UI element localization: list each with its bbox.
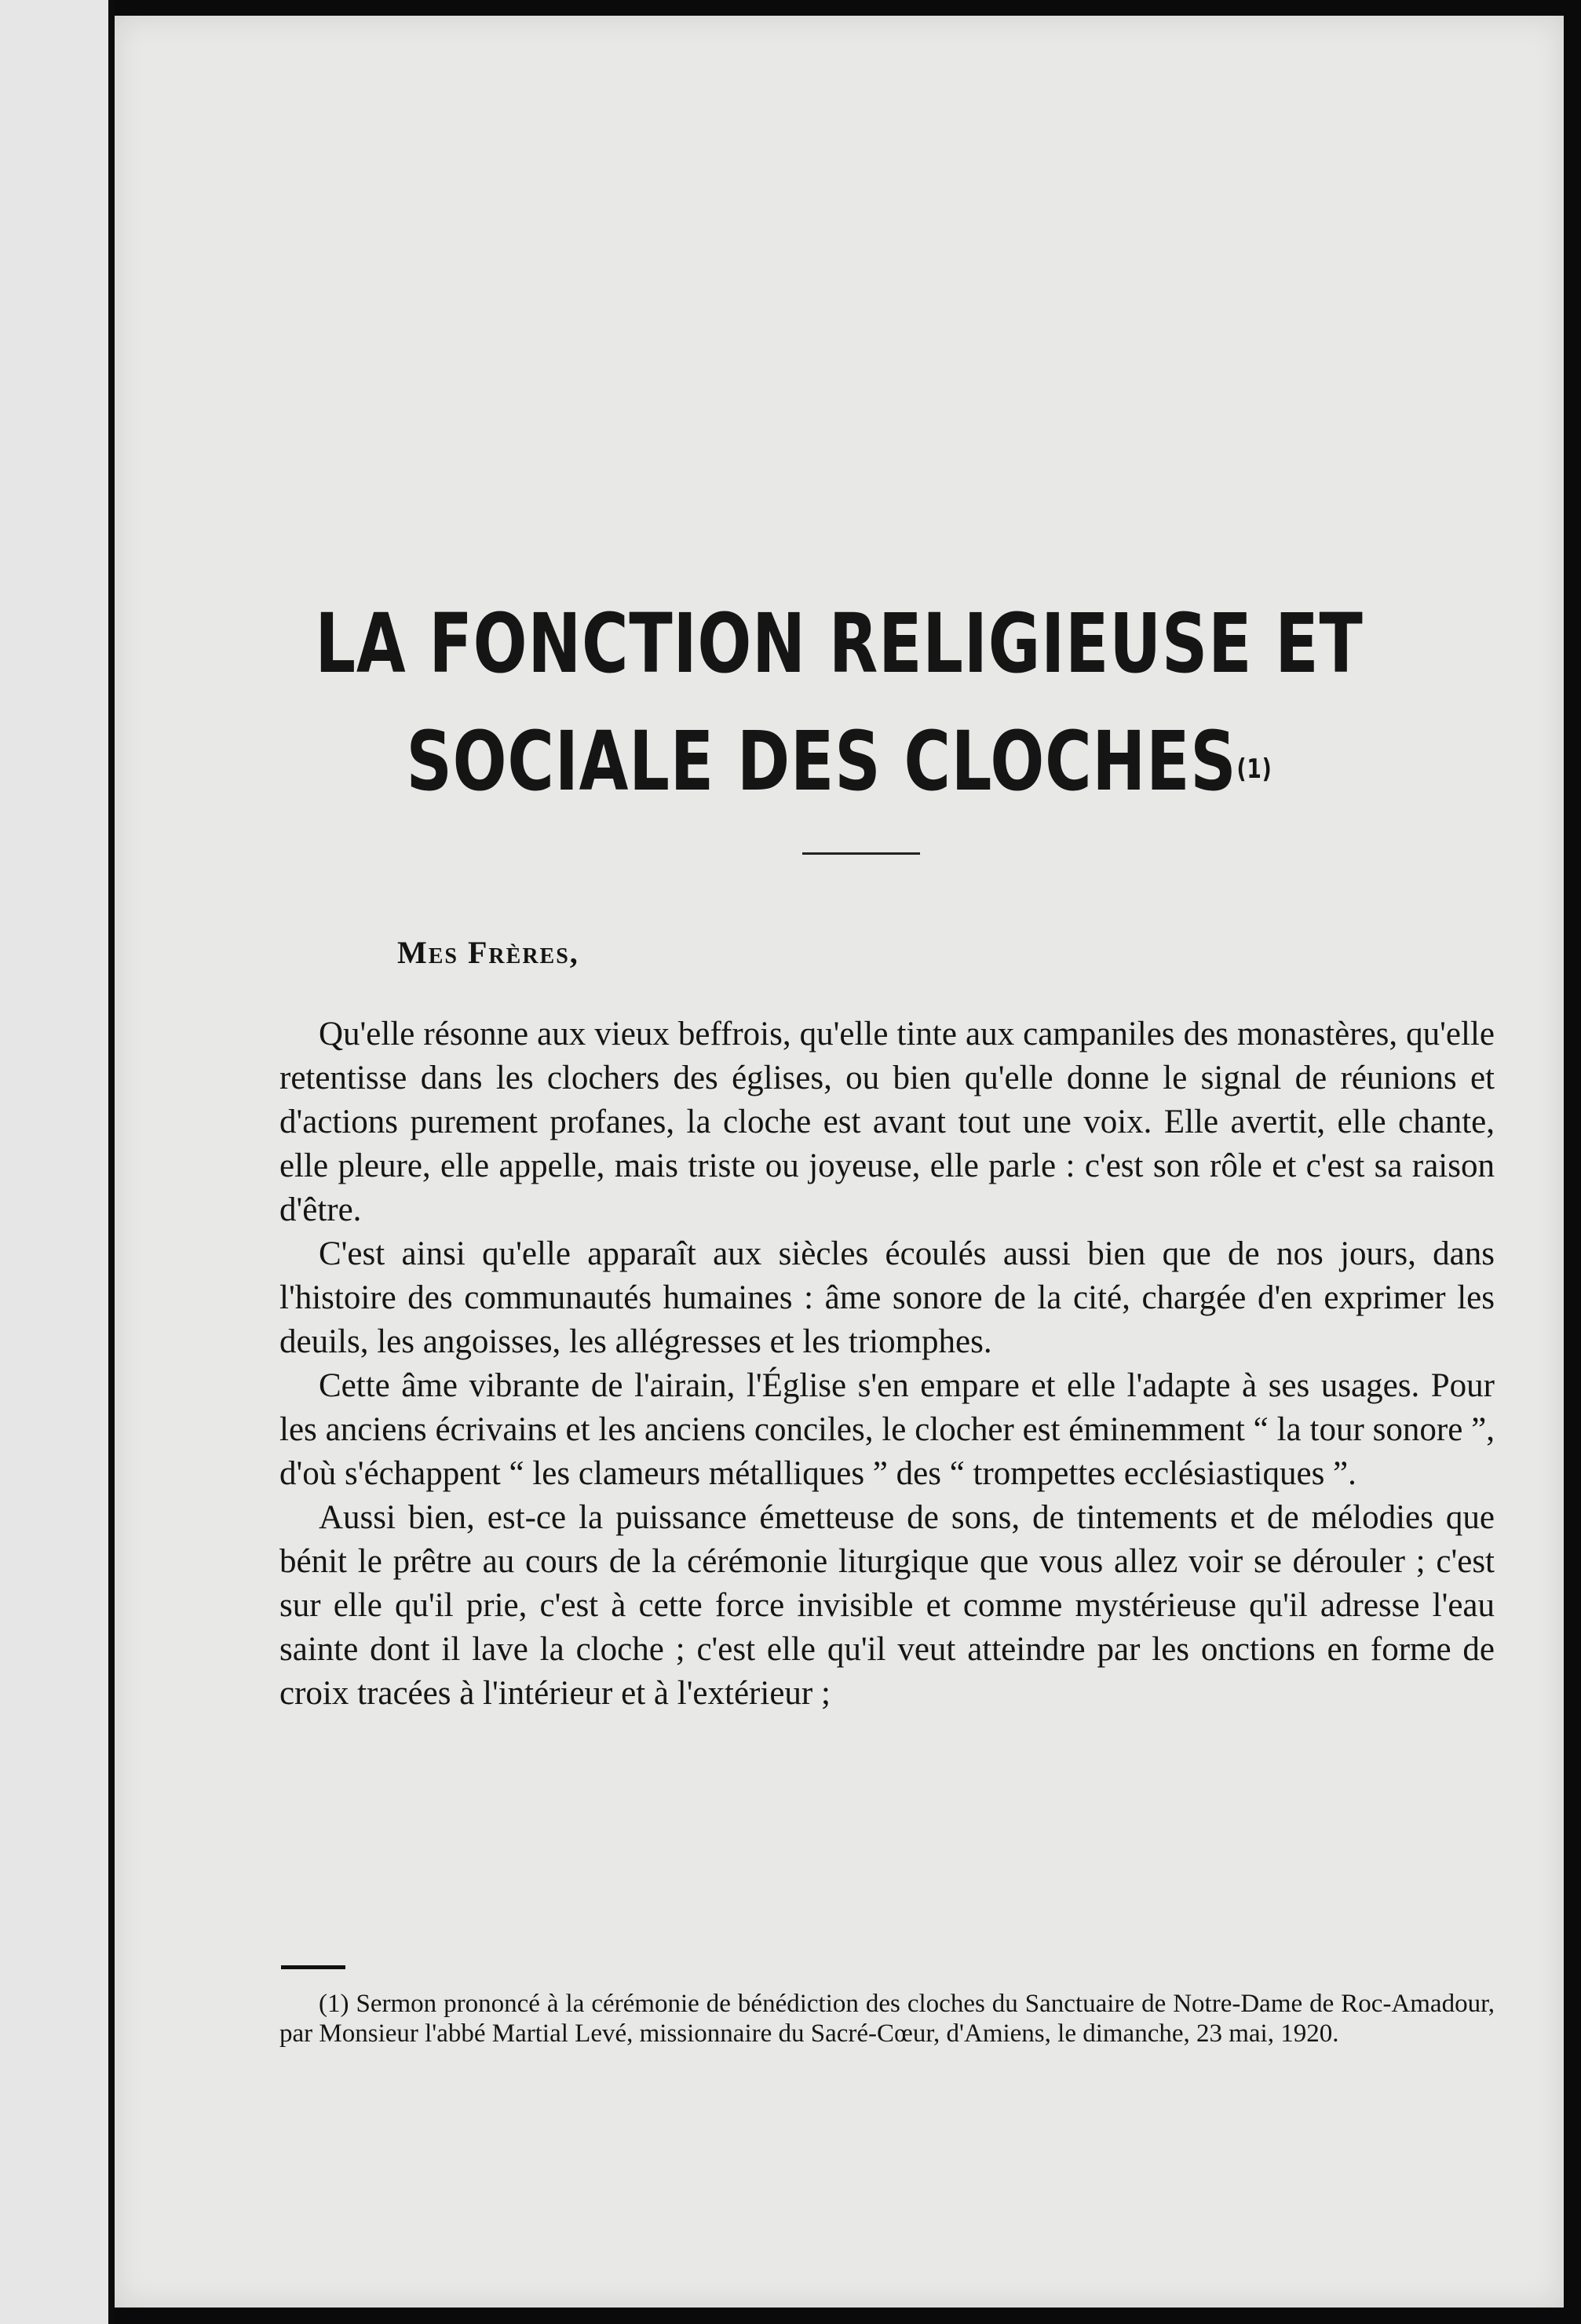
previous-page-edge	[0, 0, 110, 2324]
title-line-2	[274, 702, 1404, 820]
page-title	[274, 585, 1404, 820]
footnote-rule	[281, 1965, 345, 1969]
paragraph-3: Cette âme vibrante de l'airain, l'Église s'en empare et elle l'adapte à ses usages. Pour les anciens écrivains et les anciens conciles, le clocher est éminemment “ la tour sonore ”, d'où s'échappent “ les clameurs métalliques ” des “ trompettes ecclésiastiques ”.	[279, 1367, 1495, 1492]
document-page	[115, 16, 1564, 2308]
paragraph-4: Aussi bien, est-ce la puissance émetteuse de sons, de tintements et de mélodies que bénit le prêtre au cours de la cérémonie liturgique que vous allez voir se dérouler ; c'est sur elle qu'il prie, c'est à cette force invisible et comme mystérieuse qu'il adresse l'eau sainte dont il lave la cloche ; c'est elle qu'il veut atteindre par les onctions en forme de croix tracées à l'intérieur et à l'extérieur ;	[279, 1499, 1495, 1712]
title-footnote-marker: (1)	[1236, 753, 1272, 785]
book-spine	[108, 0, 115, 2324]
body-text	[279, 1012, 1495, 1716]
footnote: (1) Sermon prononcé à la cérémonie de bénédiction des cloches du Sanctuaire de Notre-Dame de Roc-Amadour, par Monsieur l'abbé Martial Levé, missionnaire du Sacré-Cœur, d'Amiens, le dimanche, 23 mai, 1920.	[279, 1990, 1495, 2048]
paragraph-2: C'est ainsi qu'elle apparaît aux siècles écoulés aussi bien que de nos jours, dans l'histoire des communautés humaines : âme sonore de la cité, chargée d'en exprimer les deuils, les angoisses, les allégresses et les triomphes.	[279, 1235, 1495, 1360]
salutation: Mes Frères,	[397, 935, 579, 970]
title-line-1: LA FONCTION RELIGIEUSE ET	[315, 595, 1364, 691]
title-line-2-text: SOCIALE DES CLOCHES	[406, 713, 1237, 809]
title-separator	[802, 852, 920, 855]
paragraph-1: Qu'elle résonne aux vieux beffrois, qu'elle tinte aux campaniles des monastères, qu'elle retentisse dans les clochers des églises, ou bien qu'elle donne le signal de réunions et d'actions purement profanes, la cloche est avant tout une voix. Elle avertit, elle chante, elle pleure, elle appelle, mais triste ou joyeuse, elle parle : c'est son rôle et c'est sa raison d'être.	[279, 1016, 1495, 1228]
